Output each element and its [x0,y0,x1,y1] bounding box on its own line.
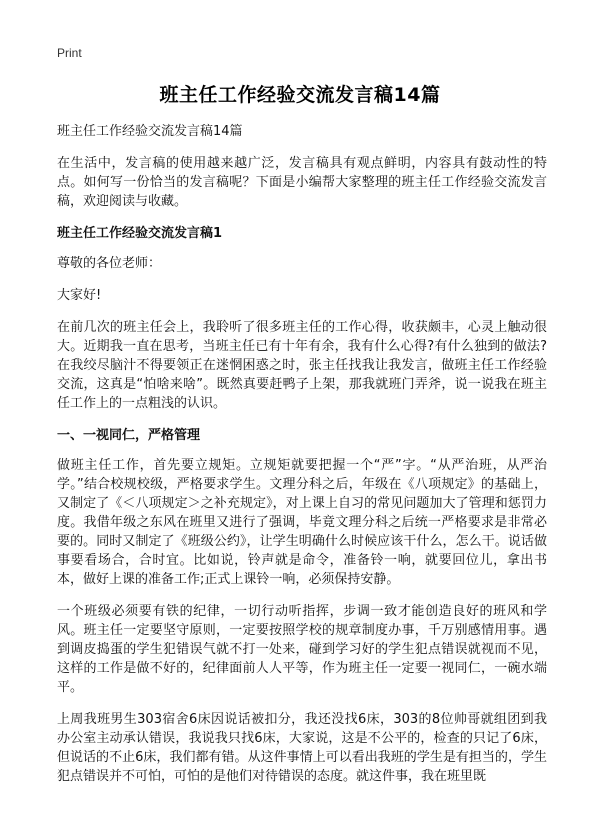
document-body [57,122,547,799]
heading-1: 一、一视同仁，严格管理 [57,428,201,443]
print-label[interactable]: Print [57,46,82,60]
paragraph-2: 做班主任工作，首先要立规矩。立规矩就要把握一个“严”字。“从严治班，从严治学。”结合校规校级，严格要求学生。文理分科之后，年级在《八项规定》的基础上，又制定了《＜八项规定＞之补充规定》，对上课上自习的常见问题加大了管理和惩罚力度。我借年级之东风在班里又进行了强调，毕竟文理分科之后统一严格要求是非常必要的。同时又制定了《班级公约》，让学生明确什么时候应该干什么，怎么干。说话做事要看场合，合时宜。比如说，铃声就是命令，准备铃一响，就要回位儿，拿出书本，做好上课的准备工作;正式上课铃一响，必须保持安静。 [57,458,547,587]
paragraph-1: 在前几次的班主任会上，我聆听了很多班主任的工作心得，收获颇丰，心灵上触动很大。近期我一直在思考，当班主任已有十年有余，我有什么心得?有什么独到的做法?在我绞尽脑汁不得要领正在迷惘困惑之时，张主任找我让我发言，做班主任工作经验交流，这真是“怕啥来啥”。既然真要赶鸭子上架，那我就班门弄斧，说一说我在班主任工作上的一点粗浅的认识。 [57,320,547,411]
document-subtitle: 班主任工作经验交流发言稿14篇 [57,124,243,139]
intro-paragraph: 在生活中，发言稿的使用越来越广泛，发言稿具有观点鲜明，内容具有鼓动性的特点。如何写一份恰当的发言稿呢？下面是小编帮大家整理的班主任工作经验交流发言稿，欢迎阅读与收藏。 [57,156,547,209]
salutation: 尊敬的各位老师： [57,256,162,271]
paragraph-3: 一个班级必须要有铁的纪律，一切行动听指挥，步调一致才能创造良好的班风和学风。班主任一定要坚守原则，一定要按照学校的规章制度办事，千万别感情用事。遇到调皮捣蛋的学生犯错误气就不打一处来，碰到学习好的学生犯点错误就视而不见，这样的工作是做不好的，纪律面前人人平等，作为班主任一定要一视同仁，一碗水端平。 [57,604,547,695]
section-title: 班主任工作经验交流发言稿1 [57,226,223,241]
page-title: 班主任工作经验交流发言稿14篇 [159,84,441,106]
greeting: 大家好! [57,288,102,303]
paragraph-4: 上周我班男生303宿舍6床因说话被扣分，我还没找6床，303的8位帅哥就组团到我办公室主动承认错误，我说我只找6床，大家说，这是不公平的，检查的只记了6床，但说话的不止6床，我们都有错。从这件事情上可以看出我班的学生是有担当的，学生犯点错误并不可怕，可怕的是他们对待错误的态度。就这件事，我在班里既 [57,712,547,784]
